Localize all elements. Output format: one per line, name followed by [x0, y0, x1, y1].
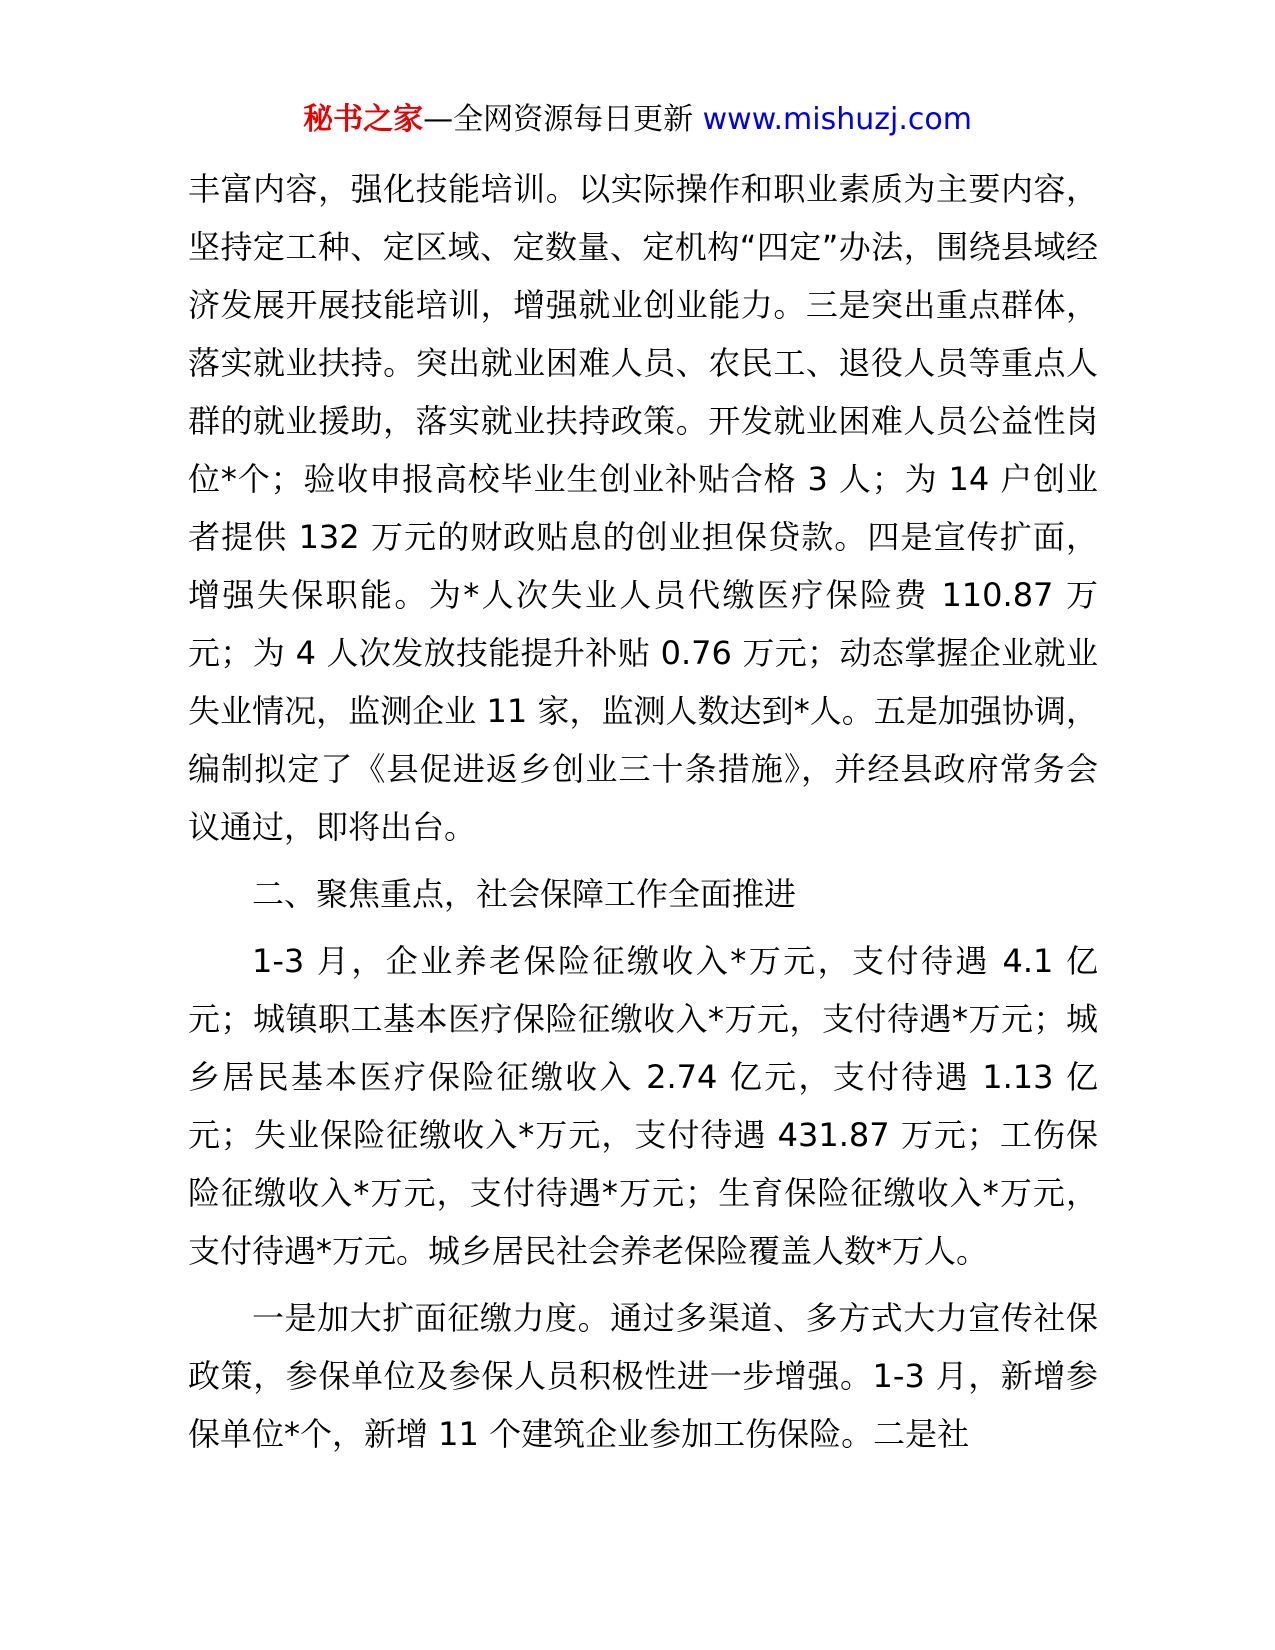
document-body	[188, 160, 1098, 1472]
website-link[interactable]: www.mishuzj.com	[702, 102, 972, 137]
paragraph-continuation: 丰富内容，强化技能培训。以实际操作和职业素质为主要内容，坚持定工种、定区域、定数量、定机构“四定”办法，围绕县域经济发展开展技能培训，增强就业创业能力。三是突出重点群体，落实就业扶持。突出就业困难人员、农民工、退役人员等重点人群的就业援助，落实就业扶持政策。开发就业困难人员公益性岗位*个；验收申报高校毕业生创业补贴合格 3 人；为 14 户创业者提供 132 万元的财政贴息的创业担保贷款。四是宣传扩面，增强失保职能。为*人次失业人员代缴医疗保险费 110.87 万元；为 4 人次发放技能提升补贴 0.76 万元；动态掌握企业就业失业情况，监测企业 11 家，监测人数达到*人。五是加强协调，编制拟定了《县促进返乡创业三十条措施》，并经县政府常务会议通过，即将出台。	[188, 170, 1098, 846]
paragraph-expansion: 一是加大扩面征缴力度。通过多渠道、多方式大力宣传社保政策，参保单位及参保人员积极性进一步增强。1-3 月，新增参保单位*个，新增 11 个建筑企业参加工伤保险。二是社	[188, 1299, 1098, 1453]
paragraph-statistics: 1-3 月，企业养老保险征缴收入*万元，支付待遇 4.1 亿元；城镇职工基本医疗保险征缴收入*万元，支付待遇*万元；城乡居民基本医疗保险征缴收入 2.74 亿元，支付待遇 1.13 亿元；失业保险征缴收入*万元，支付待遇 431.87 万元；工伤保险征缴收入*万元，支付待遇*万元；生育保险征缴收入*万元，支付待遇*万元。城乡居民社会养老保险覆盖人数*万人。	[188, 942, 1098, 1270]
section-heading: 二、聚焦重点，社会保障工作全面推进	[252, 875, 797, 913]
header-tagline: —全网资源每日更新	[423, 102, 703, 137]
brand-name: 秘书之家	[303, 102, 424, 137]
page-header	[0, 98, 1275, 142]
